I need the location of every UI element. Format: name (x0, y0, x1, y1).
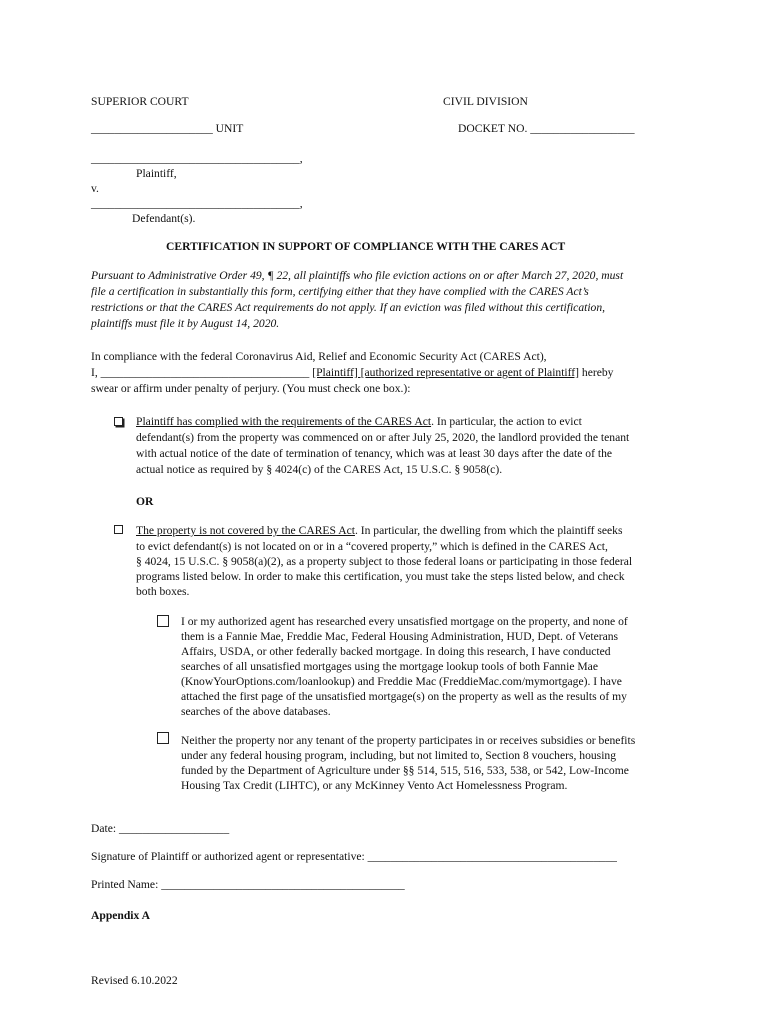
versus-label: v. (91, 182, 99, 195)
intro-line: restrictions or that the CARES Act requirements do not apply. If an eviction was filed without this certification, (91, 301, 606, 314)
option-complied-line (136, 414, 582, 429)
mortgage-research-line: them is a Fannie Mae, Freddie Mac, Federal Housing Administration, HUD, Dept. of Veterans (181, 630, 619, 643)
mortgage-research-line: searches of all unsatisfied mortgages using the mortgage lookup tools of both Fannie Mae (181, 660, 598, 673)
housing-program-checkbox[interactable] (157, 732, 169, 744)
mortgage-research-line: Affairs, USDA, or other federally backed mortgage. In doing this research, I have conducted (181, 645, 611, 658)
option-not-covered-line (136, 523, 622, 538)
option-not-covered-checkbox[interactable] (114, 525, 123, 534)
revision-footer: Revised 6.10.2022 (91, 974, 178, 987)
declarant-role: [Plaintiff] [authorized representative or agent of Plaintiff] (312, 366, 580, 379)
option-not-covered-line: § 4024, 15 U.S.C. § 9058(a)(2), as a property subject to those federal loans or participating in those federal (136, 555, 633, 568)
declarant-name-field: I, ____________________________________ (91, 366, 313, 379)
mortgage-research-line: (KnowYourOptions.com/loanlookup) and Freddie Mac (FreddieMac.com/mymortgage). I have (181, 675, 622, 688)
housing-program-line: funded by the Department of Agriculture under §§ 514, 515, 516, 533, 538, or 542, Low-Income (181, 764, 629, 777)
option-complied-line: defendant(s) from the property was commenced on or after July 25, 2020, the landlord provided the tenant (136, 431, 630, 444)
option-complied-line: actual notice as required by § 4024(c) of the CARES Act, 15 U.S.C. § 9058(c). (136, 463, 503, 476)
docket-number-field: DOCKET NO. __________________ (458, 122, 635, 135)
mortgage-research-line: searches of the above databases. (181, 705, 331, 718)
appendix-label: Appendix A (91, 909, 150, 922)
defendant-name-field: ____________________________________, (91, 197, 303, 210)
option-not-covered-heading: The property is not covered by the CARES Act (136, 524, 355, 537)
intro-line: plaintiffs must file it by August 14, 2020. (91, 317, 280, 330)
housing-program-line: Neither the property nor any tenant of the property participates in or receives subsidies or benefits (181, 734, 636, 747)
plaintiff-label: Plaintiff, (136, 167, 177, 180)
option-complied-heading: Plaintiff has complied with the requirements of the CARES Act (136, 415, 432, 428)
mortgage-research-line: I or my authorized agent has researched every unsatisfied mortgage on the property, and none of (181, 615, 628, 628)
compliance-line: swear or affirm under penalty of perjury. (You must check one box.): (91, 382, 411, 395)
mortgage-research-line: attached the first page of the unsatisfied mortgage(s) on the property as well as the results of my (181, 690, 627, 703)
division-name: CIVIL DIVISION (443, 95, 528, 108)
mortgage-research-checkbox[interactable] (157, 615, 169, 627)
option-complied-text: . In particular, the action to evict (431, 415, 582, 428)
compliance-line (91, 365, 613, 380)
or-separator: OR (136, 495, 154, 508)
unit-field: _____________________ UNIT (91, 122, 244, 135)
intro-line: Pursuant to Administrative Order 49, ¶ 22, all plaintiffs who file eviction actions on or after March 27, 2020, must (91, 269, 624, 282)
intro-line: file a certification in substantially this form, certifying either that they have complied with the CARES Act’s (91, 285, 589, 298)
court-name: SUPERIOR COURT (91, 95, 189, 108)
printed-name-field: Printed Name: __________________________________________ (91, 878, 405, 891)
option-not-covered-line: both boxes. (136, 585, 190, 598)
signature-field: Signature of Plaintiff or authorized agent or representative: ___________________________________________ (91, 850, 617, 863)
option-not-covered-line: to evict defendant(s) is not located on or in a “covered property,” which is defined in the CARES Act, (136, 540, 608, 553)
compliance-text: hereby (579, 366, 614, 379)
compliance-line: In compliance with the federal Coronavirus Aid, Relief and Economic Security Act (CARES Act), (91, 350, 547, 363)
option-not-covered-line: programs listed below. In order to make this certification, you must take the steps listed below, and check (136, 570, 625, 583)
date-field: Date: ___________________ (91, 822, 230, 835)
option-complied-line: with actual notice of the date of termination of tenancy, which was at least 30 days after the date of the (136, 447, 613, 460)
option-complied-checkbox[interactable] (114, 417, 123, 426)
option-not-covered-text: . In particular, the dwelling from which the plaintiff seeks (354, 524, 623, 537)
plaintiff-name-field: ____________________________________, (91, 152, 303, 165)
housing-program-line: under any federal housing program, including, but not limited to, Section 8 vouchers, housing (181, 749, 617, 762)
document-title: CERTIFICATION IN SUPPORT OF COMPLIANCE WITH THE CARES ACT (166, 240, 566, 253)
housing-program-line: Housing Tax Credit (LIHTC), or any McKinney Vento Act Homelessness Program. (181, 779, 568, 792)
defendant-label: Defendant(s). (132, 212, 196, 225)
